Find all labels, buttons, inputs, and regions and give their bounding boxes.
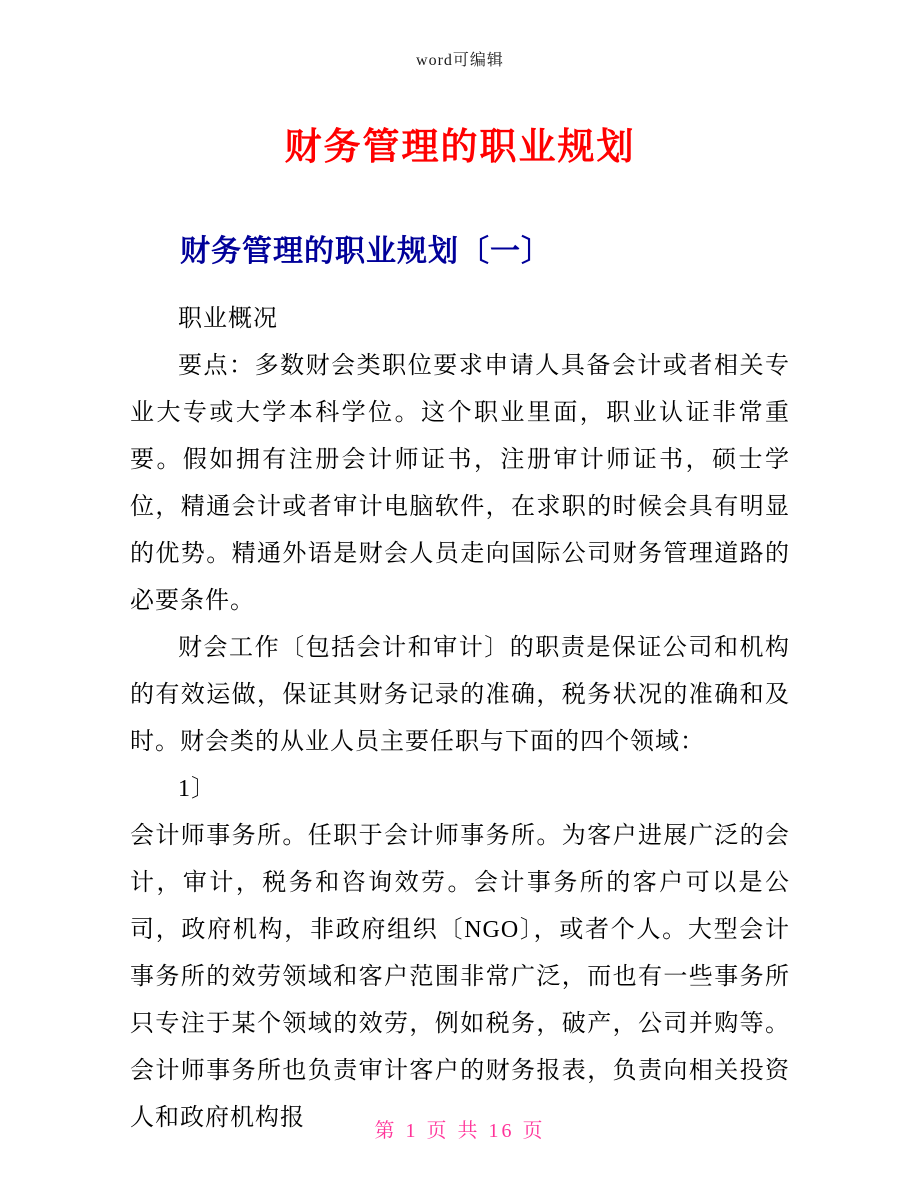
paragraph-list-number-1: 1〕: [178, 776, 216, 802]
editable-watermark: word可编辑: [416, 52, 504, 69]
paragraph-accounting-firms: 会计师事务所。任职于会计师事务所。为客户进展广泛的会计，审计，税务和咨询效劳。会计事务所的客户可以是公司，政府机构，非政府组织〔NGO〕，或者个人。大型会计事务所的效劳领域和客户范围非常广泛，而也有一些事务所只专注于某个领域的效劳，例如税务，破产，公司并购等。会计师事务所也负责审计客户的财务报表，负责向相关投资人和政府机构报: [130, 823, 790, 1131]
page-number-footer: 第 1 页 共 16 页: [374, 1120, 546, 1142]
paragraph-accounting-work: 财会工作〔包括会计和审计〕的职责是保证公司和机构的有效运做，保证其财务记录的准确，税务状况的准确和及时。财会类的从业人员主要任职与下面的四个领域：: [130, 635, 790, 755]
paragraph-key-points: 要点：多数财会类职位要求申请人具备会计或者相关专业大专或大学本科学位。这个职业里面，职业认证非常重要。假如拥有注册会计师证书，注册审计师证书，硕士学位，精通会计或者审计电脑软件，在求职的时候会具有明显的优势。精通外语是财会人员走向国际公司财务管理道路的必要条件。: [130, 353, 790, 614]
document-title: 财务管理的职业规划: [284, 126, 636, 167]
paragraph-career-overview: 职业概况: [178, 306, 278, 332]
section-heading: 财务管理的职业规划〔一〕: [180, 235, 552, 268]
document-body: [130, 296, 790, 1142]
